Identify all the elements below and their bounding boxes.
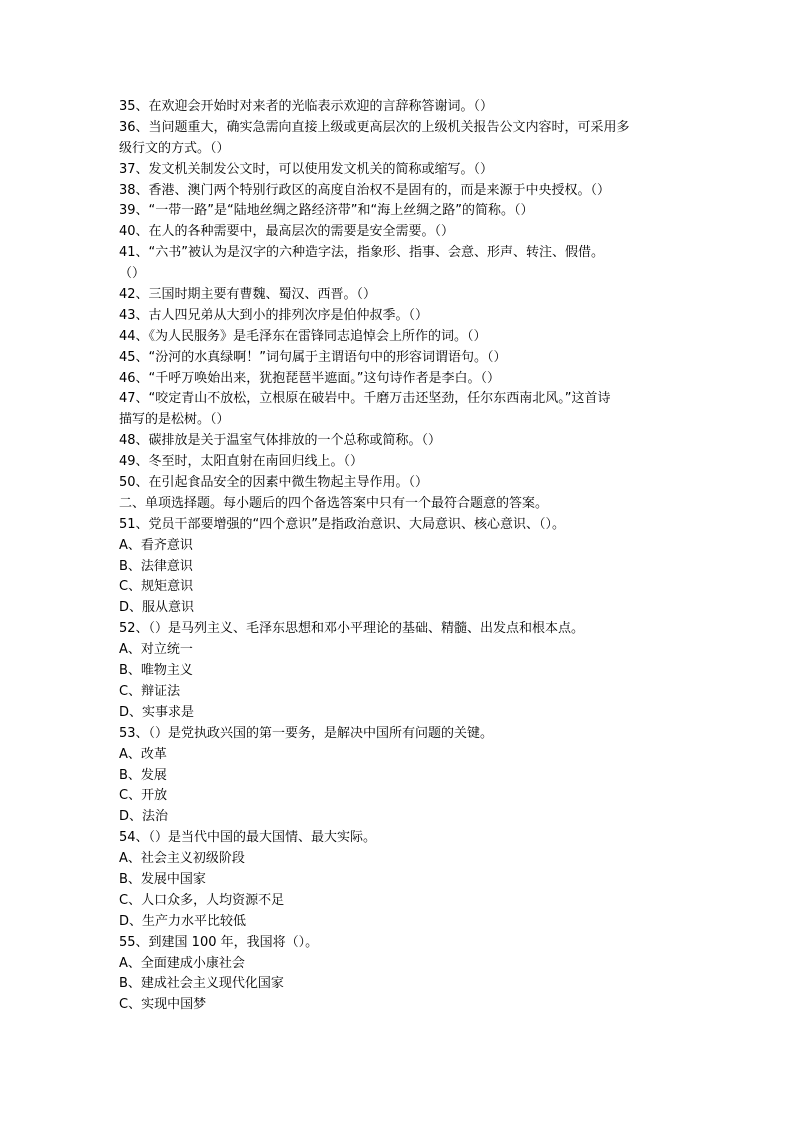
question-line: 55、到建国 100 年，我国将（）。 xyxy=(119,934,319,950)
text-line: 35、在欢迎会开始时对来者的光临表示欢迎的言辞称答谢词。（） xyxy=(119,99,494,114)
option-line: C、规矩意识 xyxy=(119,579,194,595)
option-line: C、实现中国梦 xyxy=(119,997,207,1013)
option-line: C、人口众多，人均资源不足 xyxy=(119,892,285,908)
question-line: 52、（）是马列主义、毛泽东思想和邓小平理论的基础、精髓、出发点和根本点。 xyxy=(119,621,585,637)
option-line: A、对立统一 xyxy=(119,642,193,658)
text-line: 49、冬至时，太阳直射在南回归线上。（） xyxy=(119,454,364,470)
option-line: C、开放 xyxy=(119,788,168,804)
question-line: 53、（）是党执政兴国的第一要务，是解决中国所有问题的关键。 xyxy=(119,725,494,741)
option-line: D、生产力水平比较低 xyxy=(119,913,247,929)
option-line: D、实事求是 xyxy=(119,704,195,720)
text-line: 37、发文机关制发公文时，可以使用发文机关的简称或缩写。（） xyxy=(119,161,494,177)
option-line: B、法律意识 xyxy=(119,558,193,574)
option-line: A、社会主义初级阶段 xyxy=(119,851,245,867)
option-line: D、服从意识 xyxy=(119,600,195,616)
question-line: 54、（）是当代中国的最大国情、最大实际。 xyxy=(119,830,377,846)
text-line: 描写的是松树。（） xyxy=(119,412,230,428)
text-line: 41、“六书”被认为是汉字的六种造字法，指象形、指事、会意、形声、转注、假借。 xyxy=(119,245,605,261)
text-line: 36、当问题重大，确实急需向直接上级或更高层次的上级机关报告公文内容时，可采用多 xyxy=(119,119,630,135)
option-line: D、法治 xyxy=(119,809,169,825)
text-line: 42、三国时期主要有曹魏、蜀汉、西晋。（） xyxy=(119,287,377,303)
text-line: 44、《为人民服务》是毛泽东在雷锋同志追悼会上所作的词。（） xyxy=(119,328,487,344)
option-line: B、唯物主义 xyxy=(119,663,193,679)
text-line: （） xyxy=(119,266,146,282)
option-line: A、全面建成小康社会 xyxy=(119,955,245,971)
option-line: B、发展中国家 xyxy=(119,871,206,887)
text-line: 45、“汾河的水真绿啊！”词句属于主谓语句中的形容词谓语句。（） xyxy=(119,349,507,365)
text-line: 38、香港、澳门两个特别行政区的高度自治权不是固有的，而是来源于中央授权。（） xyxy=(119,182,611,198)
text-line: 48、碳排放是关于温室气体排放的一个总称或简称。（） xyxy=(119,433,442,449)
text-line: 级行文的方式。（） xyxy=(119,140,230,156)
question-line: 51、党员干部要增强的“四个意识”是指政治意识、大局意识、核心意识、（）。 xyxy=(119,516,566,532)
option-line: B、发展 xyxy=(119,767,167,783)
document-body xyxy=(119,97,675,1016)
text-line: 40、在人的各种需要中，最高层次的需要是安全需要。（） xyxy=(119,224,455,240)
text-line: 47、“咬定青山不放松，立根原在破岩中。千磨万击还坚劲，任尔东西南北风。”这首诗 xyxy=(119,391,611,407)
text-line: 39、“一带一路”是“陆地丝绸之路经济带”和“海上丝绸之路”的简称。（） xyxy=(119,203,534,219)
option-line: A、看齐意识 xyxy=(119,537,193,553)
text-line: 43、古人四兄弟从大到小的排列次序是伯仲叔季。（） xyxy=(119,307,429,323)
text-line: 46、“千呼万唤始出来，犹抱琵琶半遮面。”这句诗作者是李白。（） xyxy=(119,370,501,386)
option-line: B、建成社会主义现代化国家 xyxy=(119,976,284,992)
section-heading: 二、单项选择题。每小题后的四个备选答案中只有一个最符合题意的答案。 xyxy=(119,495,549,511)
option-line: A、改革 xyxy=(119,746,167,762)
option-line: C、辩证法 xyxy=(119,683,181,699)
text-line: 50、在引起食品安全的因素中微生物起主导作用。（） xyxy=(119,475,429,491)
